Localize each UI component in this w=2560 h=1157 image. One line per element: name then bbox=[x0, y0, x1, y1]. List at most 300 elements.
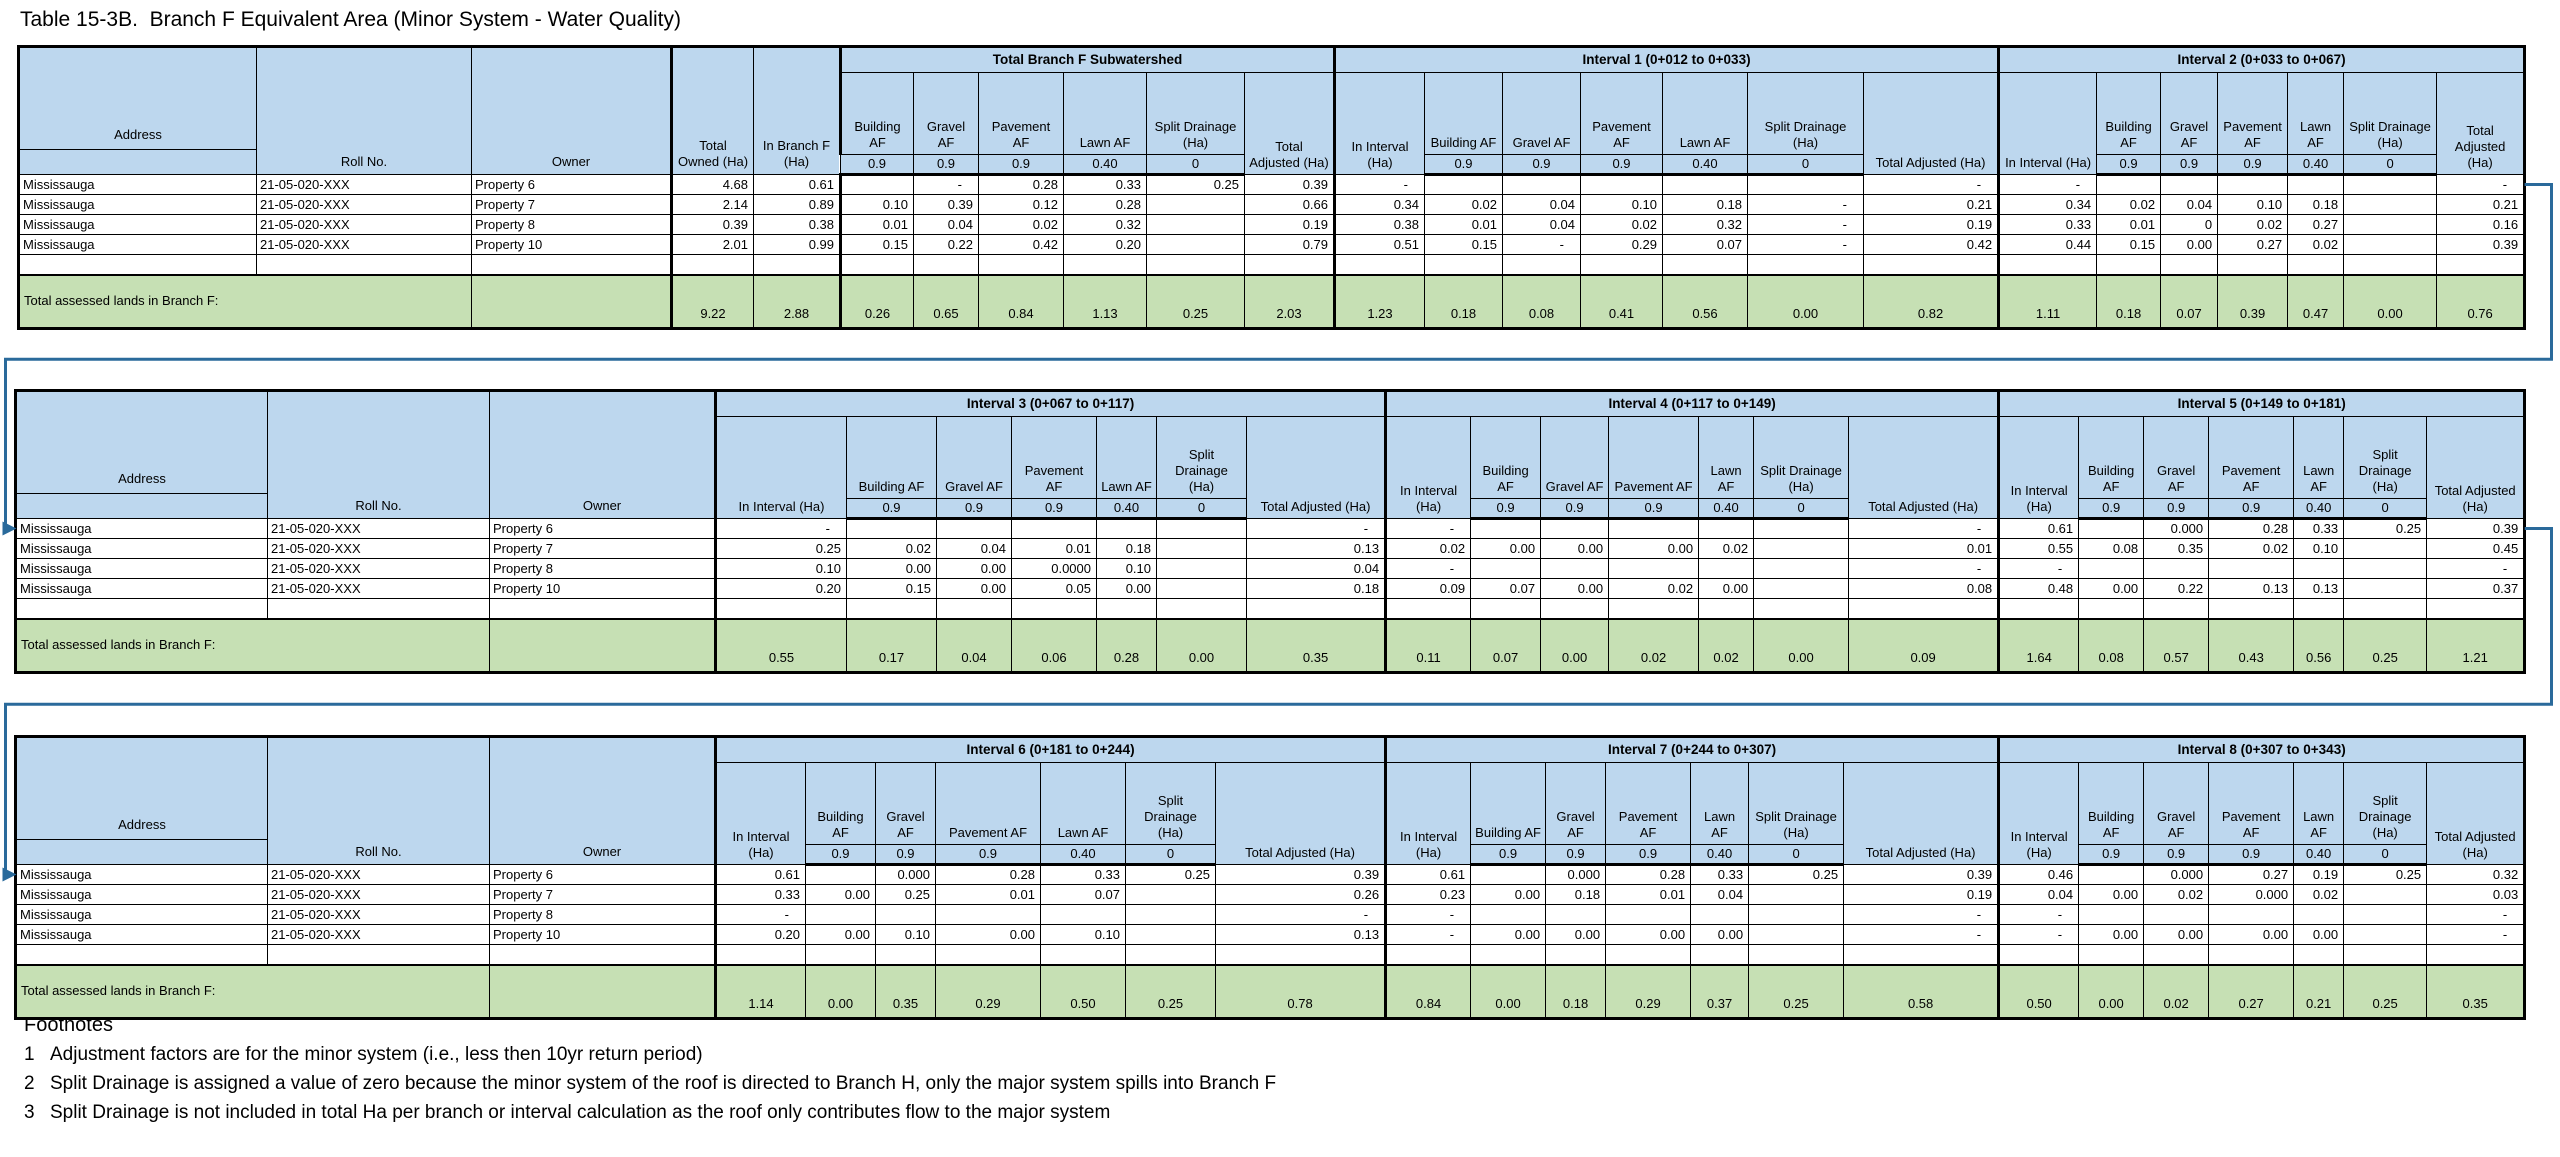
column-header-gravel-af: Gravel AF bbox=[2161, 73, 2218, 155]
value-cell bbox=[2144, 559, 2209, 579]
value-cell bbox=[1157, 559, 1247, 579]
value-cell: 0.28 bbox=[979, 175, 1064, 195]
owner-cell: Property 10 bbox=[490, 925, 716, 945]
adjustment-factor: 0.9 bbox=[2161, 155, 2218, 175]
column-header-total-adjusted: Total Adjusted (Ha) bbox=[1864, 73, 1999, 175]
footnotes bbox=[24, 1014, 1276, 1124]
adjustment-factor: 0.9 bbox=[2209, 845, 2294, 865]
owner-cell: Property 10 bbox=[472, 235, 672, 255]
value-cell bbox=[2344, 905, 2427, 925]
total-value: 0.21 bbox=[2294, 965, 2344, 1019]
total-value: 0.25 bbox=[2344, 965, 2427, 1019]
table-cell bbox=[716, 599, 847, 619]
column-header-split-drainage-ha: Split Drainage (Ha) bbox=[2344, 73, 2437, 155]
total-row bbox=[16, 965, 2525, 1019]
adjustment-factor: 0.9 bbox=[914, 155, 979, 175]
value-cell: 0.00 bbox=[937, 579, 1012, 599]
total-value: 0.82 bbox=[1864, 275, 1999, 329]
total-value: 0.50 bbox=[1999, 965, 2079, 1019]
address-cell: Mississauga bbox=[19, 175, 257, 195]
adjustment-factor: 0.9 bbox=[1503, 155, 1581, 175]
column-header-in-interval: In Interval (Ha) bbox=[716, 417, 847, 519]
table-row bbox=[19, 195, 2525, 215]
owner-cell: Property 7 bbox=[490, 885, 716, 905]
table-cell bbox=[2437, 255, 2525, 275]
total-value: 0.07 bbox=[2161, 275, 2218, 329]
total-row-label: Total assessed lands in Branch F: bbox=[16, 619, 490, 673]
value-cell: 0.20 bbox=[1064, 235, 1147, 255]
table-title: Table 15-3B. Branch F Equivalent Area (Minor System - Water Quality) bbox=[20, 8, 681, 31]
value-cell: 0.04 bbox=[1691, 885, 1749, 905]
value-cell: 0.00 bbox=[2079, 885, 2144, 905]
value-cell: 0.26 bbox=[1216, 885, 1386, 905]
adjustment-factor: 0.9 bbox=[1546, 845, 1606, 865]
address-cell: Mississauga bbox=[16, 539, 268, 559]
value-cell: 0.28 bbox=[1606, 865, 1691, 885]
adjustment-factor: 0.40 bbox=[2288, 155, 2344, 175]
value-cell: 0.61 bbox=[716, 865, 806, 885]
value-cell: 0.18 bbox=[1546, 885, 1606, 905]
value-cell: 0.02 bbox=[2209, 539, 2294, 559]
adjustment-factor: 0.9 bbox=[936, 845, 1041, 865]
value-cell: 0.27 bbox=[2209, 865, 2294, 885]
column-header-roll-no: Roll No. bbox=[268, 737, 490, 865]
value-cell: 0.39 bbox=[1844, 865, 1999, 885]
table-cell bbox=[1041, 945, 1126, 965]
total-value: 0.04 bbox=[937, 619, 1012, 673]
column-header-building-af: Building AF bbox=[806, 763, 876, 845]
column-header-lawn-af: Lawn AF bbox=[1699, 417, 1754, 499]
value-cell: 0.00 bbox=[1541, 539, 1609, 559]
adjustment-factor: 0 bbox=[1157, 499, 1247, 519]
table-cell bbox=[2427, 945, 2525, 965]
table-cell bbox=[1699, 599, 1754, 619]
value-cell bbox=[2344, 925, 2427, 945]
table-cell bbox=[268, 945, 490, 965]
column-header-total-owned-ha: Total Owned (Ha) bbox=[672, 47, 754, 175]
column-header-building-af: Building AF bbox=[2097, 73, 2161, 155]
value-cell: 0.00 bbox=[1471, 885, 1546, 905]
total-value: 0.00 bbox=[1157, 619, 1247, 673]
value-cell bbox=[2344, 175, 2437, 195]
table-cell bbox=[1245, 255, 1335, 275]
value-cell: 0.20 bbox=[716, 925, 806, 945]
table-cell bbox=[2079, 945, 2144, 965]
adjustment-factor: 0 bbox=[2344, 155, 2437, 175]
total-value: 0.28 bbox=[1097, 619, 1157, 673]
roll-no-cell: 21-05-020-XXX bbox=[268, 925, 490, 945]
value-cell: 0.10 bbox=[2218, 195, 2288, 215]
table-row bbox=[19, 215, 2525, 235]
table-cell bbox=[841, 255, 914, 275]
value-cell: 0.01 bbox=[1425, 215, 1503, 235]
column-header-building-af: Building AF bbox=[1471, 417, 1541, 499]
table-cell bbox=[2097, 255, 2161, 275]
roll-no-cell: 21-05-020-XXX bbox=[268, 559, 490, 579]
column-header-in-interval: In Interval (Ha) bbox=[1999, 763, 2079, 865]
column-header-gravel-af: Gravel AF bbox=[937, 417, 1012, 499]
group-header-interval-5-0-149-to-0-181: Interval 5 (0+149 to 0+181) bbox=[1999, 391, 2525, 417]
adjustment-factor: 0.9 bbox=[2097, 155, 2161, 175]
adjustment-factor: 0.9 bbox=[2218, 155, 2288, 175]
value-cell: 0.000 bbox=[2209, 885, 2294, 905]
value-cell: 0.35 bbox=[2144, 539, 2209, 559]
blank-row bbox=[16, 945, 2525, 965]
value-cell bbox=[2294, 559, 2344, 579]
column-header-pavement-af: Pavement AF bbox=[2209, 417, 2294, 499]
total-value: 0.02 bbox=[1609, 619, 1699, 673]
total-value: 0.84 bbox=[1386, 965, 1471, 1019]
adjustment-factor: 0.9 bbox=[1012, 499, 1097, 519]
value-cell: 0.39 bbox=[672, 215, 754, 235]
total-value: 0.00 bbox=[1754, 619, 1849, 673]
value-cell: 0.02 bbox=[2097, 195, 2161, 215]
column-header-building-af: Building AF bbox=[1425, 73, 1503, 155]
adjustment-factor: 0.9 bbox=[876, 845, 936, 865]
total-value: 0.00 bbox=[2079, 965, 2144, 1019]
value-cell: 0.00 bbox=[2144, 925, 2209, 945]
table-cell bbox=[1386, 945, 1471, 965]
table-cell bbox=[2344, 255, 2437, 275]
total-value: 0.26 bbox=[841, 275, 914, 329]
value-cell: 0.32 bbox=[2427, 865, 2525, 885]
value-cell: 0.25 bbox=[716, 539, 847, 559]
address-cell: Mississauga bbox=[16, 559, 268, 579]
value-cell bbox=[936, 905, 1041, 925]
value-cell: 0.25 bbox=[2344, 865, 2427, 885]
value-cell: 0.02 bbox=[1581, 215, 1663, 235]
address-cell: Mississauga bbox=[19, 235, 257, 255]
value-cell: 0.01 bbox=[841, 215, 914, 235]
total-value: 1.14 bbox=[716, 965, 806, 1019]
total-value: 0.02 bbox=[2144, 965, 2209, 1019]
value-cell bbox=[1748, 175, 1864, 195]
table-cell bbox=[490, 965, 716, 1019]
adjustment-factor: 0.9 bbox=[841, 155, 914, 175]
value-cell bbox=[2344, 885, 2427, 905]
value-cell bbox=[841, 175, 914, 195]
table-cell bbox=[1691, 945, 1749, 965]
table-cell bbox=[490, 945, 716, 965]
footnotes-heading: Footnotes bbox=[24, 1014, 113, 1036]
column-header-gravel-af: Gravel AF bbox=[914, 73, 979, 155]
value-cell bbox=[1012, 519, 1097, 539]
total-value: 0.00 bbox=[1471, 965, 1546, 1019]
group-header-interval-8-0-307-to-0-343: Interval 8 (0+307 to 0+343) bbox=[1999, 737, 2525, 763]
value-cell bbox=[1609, 519, 1699, 539]
value-cell: 0.02 bbox=[979, 215, 1064, 235]
column-header-owner: Owner bbox=[490, 737, 716, 865]
value-cell bbox=[1754, 519, 1849, 539]
value-cell: 0.15 bbox=[1425, 235, 1503, 255]
value-cell: 0.10 bbox=[876, 925, 936, 945]
total-value: 0.47 bbox=[2288, 275, 2344, 329]
total-value: 0.27 bbox=[2209, 965, 2294, 1019]
value-cell bbox=[2079, 559, 2144, 579]
column-header-split-drainage-ha: Split Drainage (Ha) bbox=[1754, 417, 1849, 499]
owner-cell: Property 6 bbox=[490, 519, 716, 539]
value-cell: 0.01 bbox=[1012, 539, 1097, 559]
value-cell: 0.01 bbox=[1849, 539, 1999, 559]
column-header-building-af: Building AF bbox=[1471, 763, 1546, 845]
value-cell: 0.13 bbox=[2294, 579, 2344, 599]
value-cell: 0.00 bbox=[2079, 925, 2144, 945]
value-cell bbox=[937, 519, 1012, 539]
column-header-split-drainage-ha: Split Drainage (Ha) bbox=[1126, 763, 1216, 845]
value-cell: - bbox=[1386, 519, 1471, 539]
value-cell: 0.00 bbox=[937, 559, 1012, 579]
value-cell bbox=[1147, 195, 1245, 215]
adjustment-factor: 0.9 bbox=[1425, 155, 1503, 175]
total-value: 9.22 bbox=[672, 275, 754, 329]
value-cell: 0.15 bbox=[847, 579, 937, 599]
total-row bbox=[19, 275, 2525, 329]
value-cell: 0.25 bbox=[1126, 865, 1216, 885]
table-cell bbox=[1097, 599, 1157, 619]
table-cell bbox=[1541, 599, 1609, 619]
table-cell bbox=[472, 275, 672, 329]
table-cell bbox=[1581, 255, 1663, 275]
value-cell: - bbox=[1335, 175, 1425, 195]
column-header-split-drainage-ha: Split Drainage (Ha) bbox=[2344, 763, 2427, 845]
value-cell: 0.000 bbox=[2144, 519, 2209, 539]
value-cell bbox=[2344, 579, 2427, 599]
value-cell: 0.79 bbox=[1245, 235, 1335, 255]
table-cell bbox=[1999, 945, 2079, 965]
total-value: 0.37 bbox=[1691, 965, 1749, 1019]
column-header-total-adjusted: Total Adjusted (Ha) bbox=[1844, 763, 1999, 865]
value-cell bbox=[1157, 579, 1247, 599]
value-cell: - bbox=[1386, 925, 1471, 945]
value-cell: 0.33 bbox=[1041, 865, 1126, 885]
total-value: 0.11 bbox=[1386, 619, 1471, 673]
value-cell bbox=[1157, 539, 1247, 559]
value-cell: 0.03 bbox=[2427, 885, 2525, 905]
total-value: 0.18 bbox=[1425, 275, 1503, 329]
value-cell: - bbox=[2427, 905, 2525, 925]
value-cell: 0.61 bbox=[754, 175, 841, 195]
value-cell: 0.21 bbox=[1864, 195, 1999, 215]
table-cell bbox=[1849, 599, 1999, 619]
owner-cell: Property 7 bbox=[472, 195, 672, 215]
value-cell bbox=[1041, 905, 1126, 925]
value-cell: 0.000 bbox=[1546, 865, 1606, 885]
branch-table-intervals-6-7-8 bbox=[14, 735, 2526, 1020]
value-cell: 0.00 bbox=[936, 925, 1041, 945]
value-cell: 0.22 bbox=[2144, 579, 2209, 599]
column-header-gravel-af: Gravel AF bbox=[1541, 417, 1609, 499]
table-row bbox=[19, 235, 2525, 255]
table-row bbox=[16, 519, 2525, 539]
value-cell: 0.21 bbox=[2437, 195, 2525, 215]
value-cell: 0.89 bbox=[754, 195, 841, 215]
value-cell: 0.07 bbox=[1663, 235, 1748, 255]
total-value: 0.00 bbox=[806, 965, 876, 1019]
value-cell bbox=[2209, 905, 2294, 925]
value-cell: 0.42 bbox=[979, 235, 1064, 255]
value-cell: 0.33 bbox=[2294, 519, 2344, 539]
table-cell bbox=[1471, 945, 1546, 965]
value-cell: - bbox=[1216, 905, 1386, 925]
value-cell: 0.04 bbox=[937, 539, 1012, 559]
column-header-pavement-af: Pavement AF bbox=[2218, 73, 2288, 155]
value-cell bbox=[2097, 175, 2161, 195]
total-value: 0.56 bbox=[1663, 275, 1748, 329]
total-value: 0.76 bbox=[2437, 275, 2525, 329]
roll-no-cell: 21-05-020-XXX bbox=[268, 519, 490, 539]
table-cell bbox=[754, 255, 841, 275]
value-cell: 0.00 bbox=[2209, 925, 2294, 945]
table-cell bbox=[490, 599, 716, 619]
value-cell: 0.18 bbox=[1247, 579, 1386, 599]
column-header-total-adjusted: Total Adjusted (Ha) bbox=[1247, 417, 1386, 519]
table-cell bbox=[914, 255, 979, 275]
value-cell bbox=[876, 905, 936, 925]
total-value: 0.56 bbox=[2294, 619, 2344, 673]
owner-cell: Property 7 bbox=[490, 539, 716, 559]
value-cell bbox=[1754, 539, 1849, 559]
address-cell: Mississauga bbox=[16, 925, 268, 945]
roll-no-cell: 21-05-020-XXX bbox=[268, 885, 490, 905]
value-cell: 0.61 bbox=[1386, 865, 1471, 885]
column-header-total-adjusted: Total Adjusted (Ha) bbox=[1849, 417, 1999, 519]
value-cell bbox=[2344, 539, 2427, 559]
value-cell: 0.000 bbox=[876, 865, 936, 885]
column-header-total-adjusted: Total Adjusted (Ha) bbox=[2427, 417, 2525, 519]
table-cell bbox=[716, 945, 806, 965]
value-cell: 0.15 bbox=[841, 235, 914, 255]
value-cell: - bbox=[1748, 215, 1864, 235]
value-cell: - bbox=[1386, 905, 1471, 925]
column-header-address: Address bbox=[16, 737, 268, 865]
table-cell bbox=[2288, 255, 2344, 275]
adjustment-factor: 0.40 bbox=[1041, 845, 1126, 865]
table-row bbox=[16, 559, 2525, 579]
value-cell: 0.20 bbox=[716, 579, 847, 599]
table-cell bbox=[16, 599, 268, 619]
value-cell: 0.13 bbox=[2209, 579, 2294, 599]
value-cell: 0.39 bbox=[914, 195, 979, 215]
table-cell bbox=[1999, 255, 2097, 275]
table-cell bbox=[19, 255, 257, 275]
value-cell bbox=[2079, 865, 2144, 885]
column-header-split-drainage-ha: Split Drainage (Ha) bbox=[1748, 73, 1864, 155]
header-row bbox=[19, 47, 2525, 73]
table-cell bbox=[1503, 255, 1581, 275]
value-cell: 0.99 bbox=[754, 235, 841, 255]
column-header-in-interval: In Interval (Ha) bbox=[1999, 417, 2079, 519]
value-cell: 0.10 bbox=[1097, 559, 1157, 579]
column-header-building-af: Building AF bbox=[841, 73, 914, 155]
footnote-text: Split Drainage is assigned a value of zero because the minor system of the roof is directed to Branch H, only the major system spills into Branch F bbox=[50, 1073, 1277, 1094]
roll-no-cell: 21-05-020-XXX bbox=[268, 865, 490, 885]
value-cell bbox=[2144, 905, 2209, 925]
footnote bbox=[24, 1073, 1276, 1095]
adjustment-factor: 0 bbox=[1126, 845, 1216, 865]
table-cell bbox=[847, 599, 937, 619]
value-cell: 0.000 bbox=[2144, 865, 2209, 885]
value-cell bbox=[2161, 175, 2218, 195]
total-value: 0.41 bbox=[1581, 275, 1663, 329]
value-cell: 0.00 bbox=[1691, 925, 1749, 945]
total-value: 0.08 bbox=[2079, 619, 2144, 673]
total-value: 0.29 bbox=[936, 965, 1041, 1019]
value-cell: 0.00 bbox=[2161, 235, 2218, 255]
value-cell: 0.00 bbox=[1699, 579, 1754, 599]
total-value: 0.25 bbox=[2344, 619, 2427, 673]
value-cell: - bbox=[716, 905, 806, 925]
group-header-interval-2-0-033-to-0-067: Interval 2 (0+033 to 0+067) bbox=[1999, 47, 2525, 73]
value-cell: - bbox=[1748, 235, 1864, 255]
column-header-owner: Owner bbox=[472, 47, 672, 175]
value-cell: 0.39 bbox=[2437, 235, 2525, 255]
adjustment-factor: 0.9 bbox=[2144, 845, 2209, 865]
value-cell: - bbox=[2437, 175, 2525, 195]
adjustment-factor: 0.40 bbox=[2294, 845, 2344, 865]
value-cell: 0.01 bbox=[1606, 885, 1691, 905]
owner-cell: Property 8 bbox=[490, 905, 716, 925]
column-header-split-drainage-ha: Split Drainage (Ha) bbox=[1147, 73, 1245, 155]
adjustment-factor: 0.9 bbox=[1606, 845, 1691, 865]
owner-cell: Property 10 bbox=[490, 579, 716, 599]
value-cell bbox=[1097, 519, 1157, 539]
value-cell: 0.55 bbox=[1999, 539, 2079, 559]
value-cell: 0.04 bbox=[1503, 195, 1581, 215]
table-cell bbox=[2294, 599, 2344, 619]
value-cell: 2.14 bbox=[672, 195, 754, 215]
group-header-total-branch-f-subwatershed: Total Branch F Subwatershed bbox=[841, 47, 1335, 73]
column-header-pavement-af: Pavement AF bbox=[979, 73, 1064, 155]
value-cell: 0.00 bbox=[1546, 925, 1606, 945]
owner-cell: Property 6 bbox=[490, 865, 716, 885]
branch-table-subwatershed-intervals-1-2 bbox=[17, 45, 2526, 330]
table-cell bbox=[1335, 255, 1425, 275]
value-cell bbox=[1147, 235, 1245, 255]
table-row bbox=[16, 905, 2525, 925]
group-header-interval-3-0-067-to-0-117: Interval 3 (0+067 to 0+117) bbox=[716, 391, 1386, 417]
roll-no-cell: 21-05-020-XXX bbox=[268, 539, 490, 559]
total-value: 2.03 bbox=[1245, 275, 1335, 329]
address-cell: Mississauga bbox=[16, 579, 268, 599]
value-cell bbox=[1471, 865, 1546, 885]
adjustment-factor: 0.9 bbox=[937, 499, 1012, 519]
table-cell bbox=[1471, 599, 1541, 619]
adjustment-factor: 0.40 bbox=[1097, 499, 1157, 519]
column-header-pavement-af: Pavement AF bbox=[1581, 73, 1663, 155]
table-cell bbox=[876, 945, 936, 965]
header-row bbox=[16, 391, 2525, 417]
value-cell bbox=[806, 865, 876, 885]
table-row bbox=[16, 925, 2525, 945]
table-cell bbox=[2209, 945, 2294, 965]
value-cell: 0.27 bbox=[2218, 235, 2288, 255]
value-cell bbox=[1699, 519, 1754, 539]
table-row bbox=[16, 885, 2525, 905]
adjustment-factor: 0 bbox=[2344, 499, 2427, 519]
total-value: 0.43 bbox=[2209, 619, 2294, 673]
roll-no-cell: 21-05-020-XXX bbox=[257, 215, 472, 235]
total-value: 2.88 bbox=[754, 275, 841, 329]
table-cell bbox=[1546, 945, 1606, 965]
total-value: 0.58 bbox=[1844, 965, 1999, 1019]
total-value: 0.35 bbox=[1247, 619, 1386, 673]
value-cell bbox=[1663, 175, 1748, 195]
value-cell: - bbox=[1999, 905, 2079, 925]
value-cell bbox=[2079, 905, 2144, 925]
table-cell bbox=[936, 945, 1041, 965]
group-header-interval-7-0-244-to-0-307: Interval 7 (0+244 to 0+307) bbox=[1386, 737, 1999, 763]
total-value: 1.11 bbox=[1999, 275, 2097, 329]
